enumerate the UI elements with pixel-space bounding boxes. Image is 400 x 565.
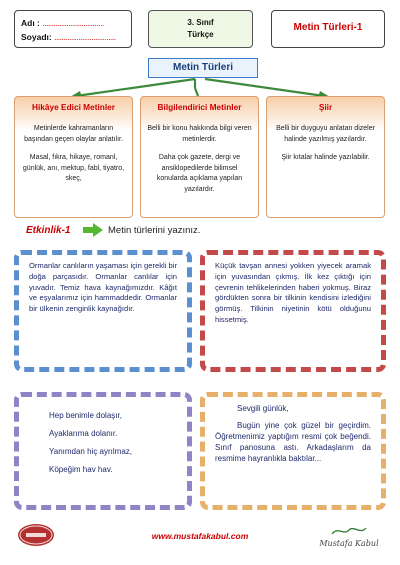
green-right-arrow-icon: [82, 223, 104, 237]
footer-url[interactable]: www.mustafakabul.com: [151, 531, 249, 541]
category-examples: Daha çok gazete, dergi ve ansiklopedilerde bilimsel konularda açıklama yapılan yazılardır.: [156, 154, 243, 193]
poem-line: Ayaklarıma dolanır.: [49, 429, 118, 438]
category-title: Bilgilendirici Metinler: [157, 102, 242, 112]
category-examples: Şiir kıtalar halinde yazılabilir.: [281, 154, 370, 161]
category-title: Şiir: [318, 102, 333, 112]
category-description: Belli bir duyguyu anlatan dizeler halinde yazılmış yazılardır.: [276, 125, 375, 143]
passage-box-1: [14, 250, 192, 372]
passage-text: Ormanlar canlıların yaşaması için gerekli bir doğa parçasıdır. Ormanlar canlılar için yuvadır. Temiz hava kaynağımızdır. Kâğıt ve eşyalarımız için hammaddedir. Ormanlar bir ülkenin zenginlik kaynağıdır.: [29, 261, 177, 314]
category-description: Metinlerde kahramanların başından geçen olaylar anlatılır.: [24, 125, 123, 143]
category-examples: Masal, fıkra, hikaye, romanl, günlük, anı, mektup, fabl, tiyatro, skeç,: [22, 154, 125, 182]
poem-text: [29, 410, 177, 475]
passage-box-2: [200, 250, 386, 372]
signature: [316, 524, 382, 548]
poem-line: Yanımdan hiç ayrılmaz,: [49, 447, 132, 456]
name-blank[interactable]: .................................: [42, 18, 104, 28]
subject-label: Türkçe: [187, 30, 214, 39]
diary-greeting: Sevgili günlük,: [237, 404, 289, 413]
category-informative: [140, 96, 259, 218]
diary-text: Bugün yine çok güzel bir geçirdim. Öğretmenimiz yaptığım resmi çok beğendi. Sınıf panosuna astı. Arkadaşlarım da resmime hayranlıkla baktılar...: [215, 421, 371, 463]
signature-icon: [330, 524, 368, 538]
main-title: Metin Türleri: [148, 58, 258, 78]
name-label: Adı :: [21, 18, 40, 28]
category-narrative: [14, 96, 133, 218]
activity-label: Etkinlik-1: [26, 225, 71, 236]
surname-label: Soyadı:: [21, 32, 52, 42]
connector-lines: [0, 0, 400, 100]
passage-text: Küçük tavşan annesi yokken yiyecek aramak için yuvasından çıkmış. İlk kez çıktığı için çevrenin tehlikelerinden haberi yokmuş. Biraz gördükten sonra bir tilkinin kendisini izlediğini görmüş. Tilkinin niyetinin kötü olduğunu hissetmiş.: [215, 261, 371, 324]
category-title: Hikâye Edici Metinler: [31, 102, 115, 112]
category-poem: [266, 96, 385, 218]
activity-instruction: Metin türlerini yazınız.: [108, 225, 201, 236]
grade-label: 3. Sınıf: [187, 18, 214, 27]
poem-line: Köpeğim hav hav.: [49, 465, 113, 474]
poem-line: Hep benimle dolaşır,: [49, 411, 122, 420]
category-description: Belli bir konu hakkında bilgi veren metinlerdir.: [147, 125, 252, 143]
surname-blank[interactable]: .................................: [54, 32, 116, 42]
topic-label: Metin Türleri-1: [293, 22, 363, 33]
passage-box-4: [200, 392, 386, 510]
signature-name: Mustafa Kabul: [319, 539, 379, 548]
passage-box-3: [14, 392, 192, 510]
